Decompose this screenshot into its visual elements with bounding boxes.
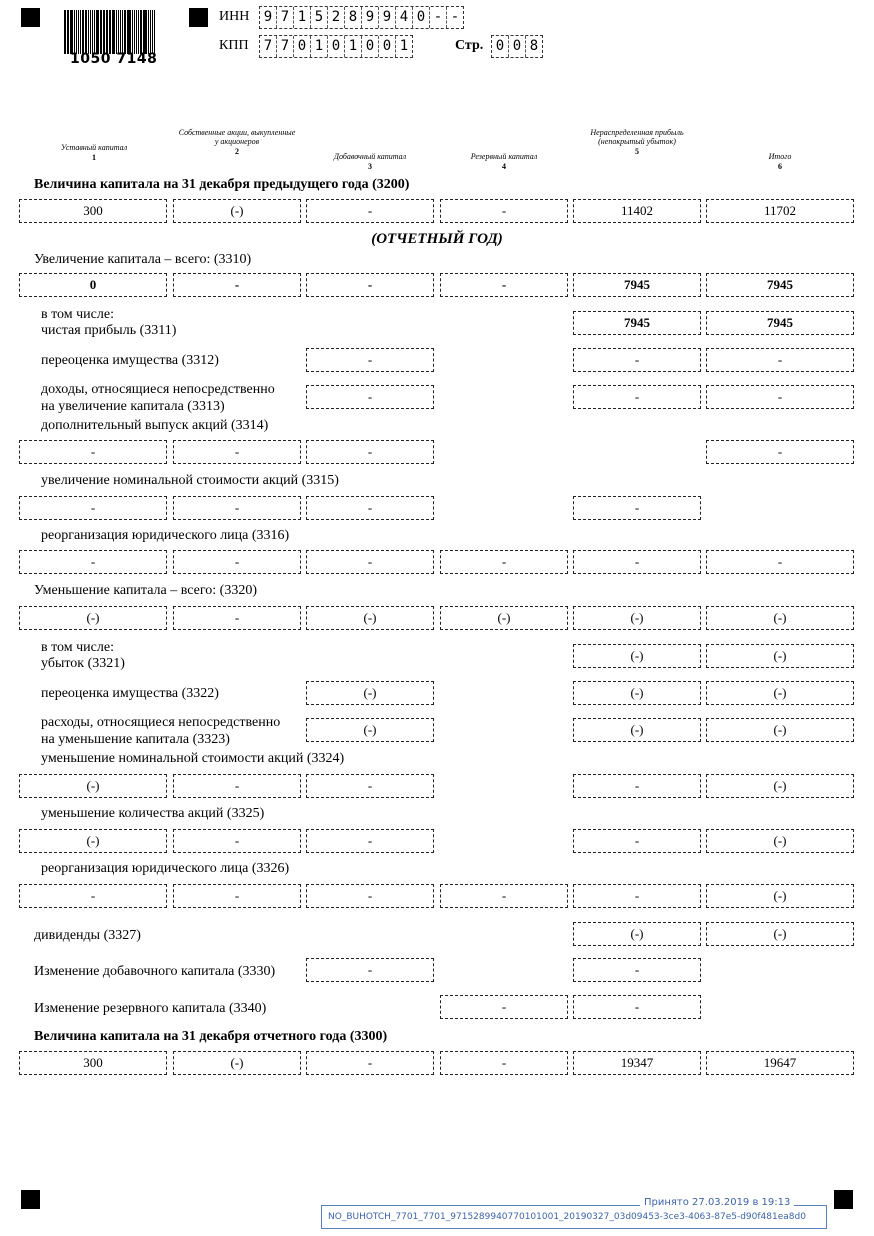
barcode-bar bbox=[70, 10, 72, 54]
digit-cell: 7 bbox=[277, 7, 294, 28]
value-box-r3315-col3: - bbox=[306, 496, 434, 520]
digit-cell: 0 bbox=[362, 36, 379, 57]
row-label-3311-b: чистая прибыль (3311) bbox=[41, 323, 177, 338]
value-box-r3326-col3: - bbox=[306, 884, 434, 908]
value-box-r3316-col5: - bbox=[573, 550, 701, 574]
value-box-r3320-col1: (-) bbox=[19, 606, 167, 630]
barcode-bar bbox=[85, 10, 87, 54]
value-box-r3300-col4: - bbox=[440, 1051, 568, 1075]
value-box-r3312-col6: - bbox=[706, 348, 854, 372]
digit-cell: 0 bbox=[509, 36, 526, 57]
value-box-r3324-col1: (-) bbox=[19, 774, 167, 798]
digit-cell: - bbox=[430, 7, 447, 28]
value-box-r3322-col6: (-) bbox=[706, 681, 854, 705]
row-label-3340: Изменение резервного капитала (3340) bbox=[34, 1001, 267, 1016]
value-box-r3316-col4: - bbox=[440, 550, 568, 574]
row-label-3310: Увеличение капитала – всего: (3310) bbox=[34, 252, 252, 267]
barcode-bar bbox=[143, 10, 144, 54]
value-box-r3340-col5: - bbox=[573, 995, 701, 1019]
digit-cell: 8 bbox=[529, 38, 539, 54]
barcode-bar bbox=[76, 10, 78, 54]
barcode-bar bbox=[106, 10, 108, 54]
barcode-bar bbox=[128, 10, 130, 54]
row-label-3312: переоценка имущества (3312) bbox=[41, 353, 219, 368]
value-box-r3320-col5: (-) bbox=[573, 606, 701, 630]
row-label-3323-b: на уменьшение капитала (3323) bbox=[41, 732, 230, 747]
value-box-r3330-col3: - bbox=[306, 958, 434, 982]
barcode-bar bbox=[67, 10, 68, 54]
value-box-r3325-col3: - bbox=[306, 829, 434, 853]
value-box-r3310-col3: - bbox=[306, 273, 434, 297]
barcode-bar bbox=[154, 10, 155, 54]
value-box-r3320-col3: (-) bbox=[306, 606, 434, 630]
value-box-r3320-col6: (-) bbox=[706, 606, 854, 630]
row-label-3313-a: доходы, относящиеся непосредственно bbox=[41, 382, 275, 397]
digit-cell: 0 bbox=[492, 36, 509, 57]
barcode-bar bbox=[68, 10, 69, 54]
barcode-bar bbox=[150, 10, 151, 54]
row-label-3326: реорганизация юридического лица (3326) bbox=[41, 861, 290, 876]
value-box-r3326-col5: - bbox=[573, 884, 701, 908]
row-label-3314: дополнительный выпуск акций (3314) bbox=[41, 418, 269, 433]
value-box-r3324-col3: - bbox=[306, 774, 434, 798]
barcode-bar bbox=[116, 10, 117, 54]
barcode-bar bbox=[110, 10, 111, 54]
row-label-3313-b: на увеличение капитала (3313) bbox=[41, 399, 225, 414]
barcode-bar bbox=[144, 10, 146, 54]
barcode-bar bbox=[140, 10, 142, 54]
value-box-r3300-col5: 19347 bbox=[573, 1051, 701, 1075]
digit-cell: 1 bbox=[294, 7, 311, 28]
column-header-1: Уставный капитал 1 bbox=[60, 143, 128, 162]
barcode-bar bbox=[152, 10, 154, 54]
acceptance-stamp-title: Принято 27.03.2019 в 19:13 bbox=[640, 1197, 794, 1208]
value-box-r3311-col5: 7945 bbox=[573, 311, 701, 335]
barcode-bar bbox=[74, 10, 75, 54]
digit-cell: 0 bbox=[328, 36, 345, 57]
value-box-r3323-col5: (-) bbox=[573, 718, 701, 742]
value-box-r3310-col5: 7945 bbox=[573, 273, 701, 297]
digit-cell: 0 bbox=[413, 7, 430, 28]
digit-cell: - bbox=[450, 9, 460, 25]
row-label-3315: увеличение номинальной стоимости акций (3315) bbox=[41, 473, 339, 488]
corner-marker-bottom-left bbox=[21, 1190, 40, 1209]
row-label-3200: Величина капитала на 31 декабря предыдущего года (3200) bbox=[34, 177, 410, 192]
value-box-r3327-col5: (-) bbox=[573, 922, 701, 946]
barcode-bar bbox=[78, 10, 79, 54]
value-box-r3323-col6: (-) bbox=[706, 718, 854, 742]
digit-cell: 9 bbox=[379, 7, 396, 28]
row-label-3321-a: в том числе: bbox=[41, 640, 114, 655]
value-box-r3321-col5: (-) bbox=[573, 644, 701, 668]
section-title: (ОТЧЕТНЫЙ ГОД) bbox=[371, 231, 503, 247]
barcode-bar bbox=[88, 10, 89, 54]
row-label-3322: переоценка имущества (3322) bbox=[41, 686, 219, 701]
column-header-5: Нераспределенная прибыль (непокрытый убыток) 5 bbox=[590, 128, 684, 156]
row-label-3330: Изменение добавочного капитала (3330) bbox=[34, 964, 276, 979]
value-box-r3200-col5: 11402 bbox=[573, 199, 701, 223]
barcode-bar bbox=[118, 10, 120, 54]
row-label-3311-a: в том числе: bbox=[41, 307, 114, 322]
value-box-r3200-col2: (-) bbox=[173, 199, 301, 223]
value-box-r3316-col2: - bbox=[173, 550, 301, 574]
value-box-r3315-col5: - bbox=[573, 496, 701, 520]
value-box-r3325-col1: (-) bbox=[19, 829, 167, 853]
value-box-r3316-col6: - bbox=[706, 550, 854, 574]
digit-cell: 5 bbox=[311, 7, 328, 28]
column-header-3: Добавочный капитал 3 bbox=[333, 152, 407, 171]
value-box-r3300-col3: - bbox=[306, 1051, 434, 1075]
value-box-r3340-col4: - bbox=[440, 995, 568, 1019]
barcode bbox=[64, 10, 156, 54]
value-box-r3300-col2: (-) bbox=[173, 1051, 301, 1075]
value-box-r3313-col3: - bbox=[306, 385, 434, 409]
value-box-r3324-col2: - bbox=[173, 774, 301, 798]
value-box-r3321-col6: (-) bbox=[706, 644, 854, 668]
value-box-r3327-col6: (-) bbox=[706, 922, 854, 946]
value-box-r3312-col5: - bbox=[573, 348, 701, 372]
barcode-bar bbox=[136, 10, 137, 54]
digit-cell: 9 bbox=[260, 7, 277, 28]
inn-label: ИНН bbox=[219, 9, 250, 24]
barcode-bar bbox=[82, 10, 84, 54]
row-label-3323-a: расходы, относящиеся непосредственно bbox=[41, 715, 281, 730]
row-label-3324: уменьшение номинальной стоимости акций (3324) bbox=[41, 751, 345, 766]
barcode-bar bbox=[80, 10, 81, 54]
value-box-r3314-col6: - bbox=[706, 440, 854, 464]
value-box-r3320-col2: - bbox=[173, 606, 301, 630]
barcode-bar bbox=[120, 10, 121, 54]
page-label: Стр. bbox=[455, 38, 484, 53]
digit-cell: 9 bbox=[362, 7, 379, 28]
value-box-r3326-col1: - bbox=[19, 884, 167, 908]
digit-cell: 7 bbox=[260, 36, 277, 57]
value-box-r3200-col4: - bbox=[440, 199, 568, 223]
digit-cell: 4 bbox=[396, 7, 413, 28]
inn-cells bbox=[259, 6, 464, 29]
value-box-r3316-col1: - bbox=[19, 550, 167, 574]
barcode-bar bbox=[92, 10, 94, 54]
value-box-r3300-col6: 19647 bbox=[706, 1051, 854, 1075]
value-box-r3325-col6: (-) bbox=[706, 829, 854, 853]
row-label-3300: Величина капитала на 31 декабря отчетного года (3300) bbox=[34, 1029, 388, 1044]
digit-cell: 7 bbox=[277, 36, 294, 57]
barcode-bar bbox=[122, 10, 123, 54]
value-box-r3322-col5: (-) bbox=[573, 681, 701, 705]
value-box-r3310-col1: 0 bbox=[19, 273, 167, 297]
row-label-3320: Уменьшение капитала – всего: (3320) bbox=[34, 583, 257, 598]
barcode-bar bbox=[101, 10, 102, 54]
value-box-r3200-col6: 11702 bbox=[706, 199, 854, 223]
barcode-bar bbox=[90, 10, 91, 54]
value-box-r3324-col6: (-) bbox=[706, 774, 854, 798]
barcode-bar bbox=[96, 10, 98, 54]
row-label-3325: уменьшение количества акций (3325) bbox=[41, 806, 265, 821]
value-box-r3312-col3: - bbox=[306, 348, 434, 372]
value-box-r3326-col6: (-) bbox=[706, 884, 854, 908]
value-box-r3310-col6: 7945 bbox=[706, 273, 854, 297]
value-box-r3314-col2: - bbox=[173, 440, 301, 464]
digit-cell: 0 bbox=[294, 36, 311, 57]
value-box-r3313-col5: - bbox=[573, 385, 701, 409]
corner-marker-top-mid bbox=[189, 8, 208, 27]
value-box-r3314-col3: - bbox=[306, 440, 434, 464]
row-label-3321-b: убыток (3321) bbox=[41, 656, 125, 671]
value-box-r3326-col4: - bbox=[440, 884, 568, 908]
barcode-bar bbox=[124, 10, 126, 54]
value-box-r3315-col2: - bbox=[173, 496, 301, 520]
barcode-number: 1050 7148 bbox=[70, 51, 158, 67]
barcode-bar bbox=[109, 10, 110, 54]
column-header-4: Резервный капитал 4 bbox=[470, 152, 538, 171]
page-cells bbox=[491, 35, 543, 58]
column-header-2: Собственные акции, выкупленные у акционеров 2 bbox=[178, 128, 296, 156]
value-box-r3322-col3: (-) bbox=[306, 681, 434, 705]
value-box-r3310-col4: - bbox=[440, 273, 568, 297]
value-box-r3323-col3: (-) bbox=[306, 718, 434, 742]
value-box-r3313-col6: - bbox=[706, 385, 854, 409]
value-box-r3315-col1: - bbox=[19, 496, 167, 520]
value-box-r3200-col1: 300 bbox=[19, 199, 167, 223]
value-box-r3310-col2: - bbox=[173, 273, 301, 297]
row-label-3316: реорганизация юридического лица (3316) bbox=[41, 528, 290, 543]
barcode-bar bbox=[100, 10, 101, 54]
digit-cell: 1 bbox=[311, 36, 328, 57]
value-box-r3330-col5: - bbox=[573, 958, 701, 982]
column-header-6: Итого 6 bbox=[768, 152, 792, 171]
value-box-r3316-col3: - bbox=[306, 550, 434, 574]
value-box-r3314-col1: - bbox=[19, 440, 167, 464]
digit-cell: 1 bbox=[345, 36, 362, 57]
value-box-r3325-col5: - bbox=[573, 829, 701, 853]
barcode-bar bbox=[138, 10, 139, 54]
barcode-bar bbox=[112, 10, 114, 54]
corner-marker-bottom-right bbox=[834, 1190, 853, 1209]
digit-cell: 2 bbox=[328, 7, 345, 28]
digit-cell: 8 bbox=[345, 7, 362, 28]
barcode-bar bbox=[64, 10, 66, 54]
value-box-r3320-col4: (-) bbox=[440, 606, 568, 630]
barcode-bar bbox=[103, 10, 105, 54]
barcode-bar bbox=[132, 10, 133, 54]
value-box-r3311-col6: 7945 bbox=[706, 311, 854, 335]
value-box-r3324-col5: - bbox=[573, 774, 701, 798]
row-label-3327: дивиденды (3327) bbox=[34, 928, 141, 943]
kpp-cells bbox=[259, 35, 413, 58]
acceptance-stamp: NO_BUHOTCH_7701_7701_9715289940770101001_20190327_03d09453-3ce3-4063-87e5-d90f481ea8d0 bbox=[321, 1205, 827, 1229]
digit-cell: 0 bbox=[379, 36, 396, 57]
barcode-bar bbox=[134, 10, 136, 54]
value-box-r3325-col2: - bbox=[173, 829, 301, 853]
value-box-r3300-col1: 300 bbox=[19, 1051, 167, 1075]
barcode-bar bbox=[94, 10, 95, 54]
value-box-r3326-col2: - bbox=[173, 884, 301, 908]
barcode-bar bbox=[127, 10, 128, 54]
value-box-r3200-col3: - bbox=[306, 199, 434, 223]
barcode-bar bbox=[148, 10, 149, 54]
kpp-label: КПП bbox=[219, 38, 249, 53]
corner-marker-top-left bbox=[21, 8, 40, 27]
digit-cell: 1 bbox=[399, 38, 409, 54]
